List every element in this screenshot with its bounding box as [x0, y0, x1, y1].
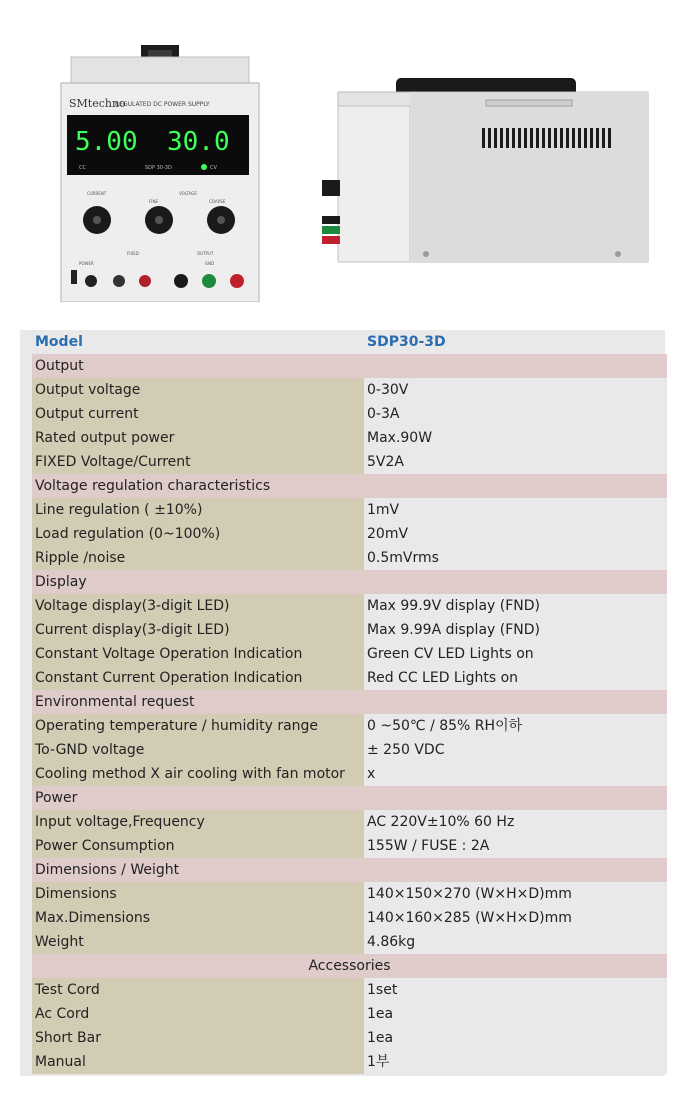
table-row: [32, 642, 667, 666]
table-row: [32, 1002, 667, 1026]
table-header-row: [32, 330, 667, 354]
table-row: [32, 930, 667, 954]
spec-label: Output voltage: [32, 378, 364, 402]
spec-label: Output current: [32, 402, 364, 426]
specification-table: [20, 330, 665, 1076]
table-row: [32, 450, 667, 474]
spec-label: Power Consumption: [32, 834, 364, 858]
spec-value: 0-30V: [364, 378, 667, 402]
table-row: [32, 618, 667, 642]
fixed-terminal-icon: [113, 275, 125, 287]
spec-value: Red CC LED Lights on: [364, 666, 667, 690]
brand-logo: SMtechno: [69, 97, 126, 110]
spec-value: 1ea: [364, 1002, 667, 1026]
spec-value: 0 ~50℃ / 85% RH이하: [364, 714, 667, 738]
table-row: [32, 714, 667, 738]
spec-label: Operating temperature / humidity range: [32, 714, 364, 738]
spec-label: Rated output power: [32, 426, 364, 450]
section-row: [32, 786, 667, 810]
spec-value: 140×150×270 (W×H×D)mm: [364, 882, 667, 906]
spec-label: Current display(3-digit LED): [32, 618, 364, 642]
section-title: Power: [35, 790, 78, 806]
fixed-plus-terminal-icon: [139, 275, 151, 287]
table-row: [32, 522, 667, 546]
section-title: Voltage regulation characteristics: [35, 478, 271, 494]
spec-label: Ripple /noise: [32, 546, 364, 570]
svg-text:CURRENT: CURRENT: [87, 191, 107, 196]
power-supply-front-photo: [57, 45, 263, 302]
section-title: Output: [35, 358, 84, 374]
spec-value: 20mV: [364, 522, 667, 546]
spec-value: 1부: [364, 1050, 667, 1074]
spec-label: Cooling method X air cooling with fan motor: [32, 762, 364, 786]
svg-text:FIXED: FIXED: [127, 251, 139, 256]
spec-value: 1set: [364, 978, 667, 1002]
output-minus-terminal-icon: [174, 274, 188, 288]
table-row: [32, 1026, 667, 1050]
table-row: [32, 378, 667, 402]
section-row: [32, 354, 667, 378]
spec-value: ± 250 VDC: [364, 738, 667, 762]
section-title: Dimensions / Weight: [35, 862, 180, 878]
section-title: Display: [35, 574, 87, 590]
section-row: [32, 474, 667, 498]
cv-led-icon: [201, 164, 207, 170]
section-row: [32, 954, 667, 978]
table-row: [32, 1050, 667, 1074]
svg-text:POWER: POWER: [79, 261, 94, 266]
power-switch-icon: [85, 275, 97, 287]
spec-label: Weight: [32, 930, 364, 954]
svg-text:FINE: FINE: [149, 199, 158, 204]
spec-value: 0.5mVrms: [364, 546, 667, 570]
svg-text:VOLTAGE: VOLTAGE: [179, 191, 197, 196]
model-label: SDP 30-3D: [145, 165, 172, 171]
svg-text:GND: GND: [205, 261, 215, 266]
spec-label: Load regulation (0~100%): [32, 522, 364, 546]
header-label: Model: [35, 334, 83, 350]
table-row: [32, 834, 667, 858]
spec-value: Max 9.99A display (FND): [364, 618, 667, 642]
product-photos: [0, 0, 700, 320]
spec-label: Constant Voltage Operation Indication: [32, 642, 364, 666]
table-row: [32, 738, 667, 762]
spec-label: Test Cord: [32, 978, 364, 1002]
table-row: [32, 402, 667, 426]
spec-value: 0-3A: [364, 402, 667, 426]
table-row: [32, 594, 667, 618]
spec-label: Constant Current Operation Indication: [32, 666, 364, 690]
output-plus-terminal-icon: [230, 274, 244, 288]
spec-value: 1ea: [364, 1026, 667, 1050]
table-row: [32, 666, 667, 690]
panel-title: REGULATED DC POWER SUPPLY: [115, 101, 210, 108]
table-row: [32, 906, 667, 930]
spec-value: AC 220V±10% 60 Hz: [364, 810, 667, 834]
spec-label: Voltage display(3-digit LED): [32, 594, 364, 618]
spec-value: 140×160×285 (W×H×D)mm: [364, 906, 667, 930]
table-row: [32, 978, 667, 1002]
spec-value: 5V2A: [364, 450, 667, 474]
section-row: [32, 858, 667, 882]
spec-label: Short Bar: [32, 1026, 364, 1050]
spec-value: x: [364, 762, 667, 786]
svg-text:COARSE: COARSE: [209, 199, 226, 204]
spec-value: 4.86kg: [364, 930, 667, 954]
spec-value: Green CV LED Lights on: [364, 642, 667, 666]
spec-label: Line regulation ( ±10%): [32, 498, 364, 522]
section-row: [32, 570, 667, 594]
voltage-readout: 30.0: [167, 127, 230, 157]
spec-rows: [32, 330, 667, 1074]
spec-label: Ac Cord: [32, 1002, 364, 1026]
spec-label: Manual: [32, 1050, 364, 1074]
spec-label: Dimensions: [32, 882, 364, 906]
section-title: Environmental request: [35, 694, 195, 710]
cc-label: CC: [79, 165, 86, 171]
table-row: [32, 810, 667, 834]
header-value: SDP30-3D: [367, 334, 446, 350]
gnd-terminal-icon: [202, 274, 216, 288]
spec-value: Max.90W: [364, 426, 667, 450]
table-row: [32, 498, 667, 522]
spec-label: To-GND voltage: [32, 738, 364, 762]
spec-value: Max 99.9V display (FND): [364, 594, 667, 618]
table-row: [32, 546, 667, 570]
table-row: [32, 882, 667, 906]
power-supply-side-photo: [318, 72, 652, 272]
spec-label: Input voltage,Frequency: [32, 810, 364, 834]
section-row: [32, 690, 667, 714]
table-row: [32, 426, 667, 450]
spec-value: 1mV: [364, 498, 667, 522]
section-title: Accessories: [308, 958, 391, 974]
svg-text:OUTPUT: OUTPUT: [197, 251, 214, 256]
spec-value: 155W / FUSE : 2A: [364, 834, 667, 858]
cv-label: CV: [210, 165, 217, 171]
table-row: [32, 762, 667, 786]
current-readout: 5.00: [75, 127, 138, 157]
spec-label: Max.Dimensions: [32, 906, 364, 930]
spec-label: FIXED Voltage/Current: [32, 450, 364, 474]
